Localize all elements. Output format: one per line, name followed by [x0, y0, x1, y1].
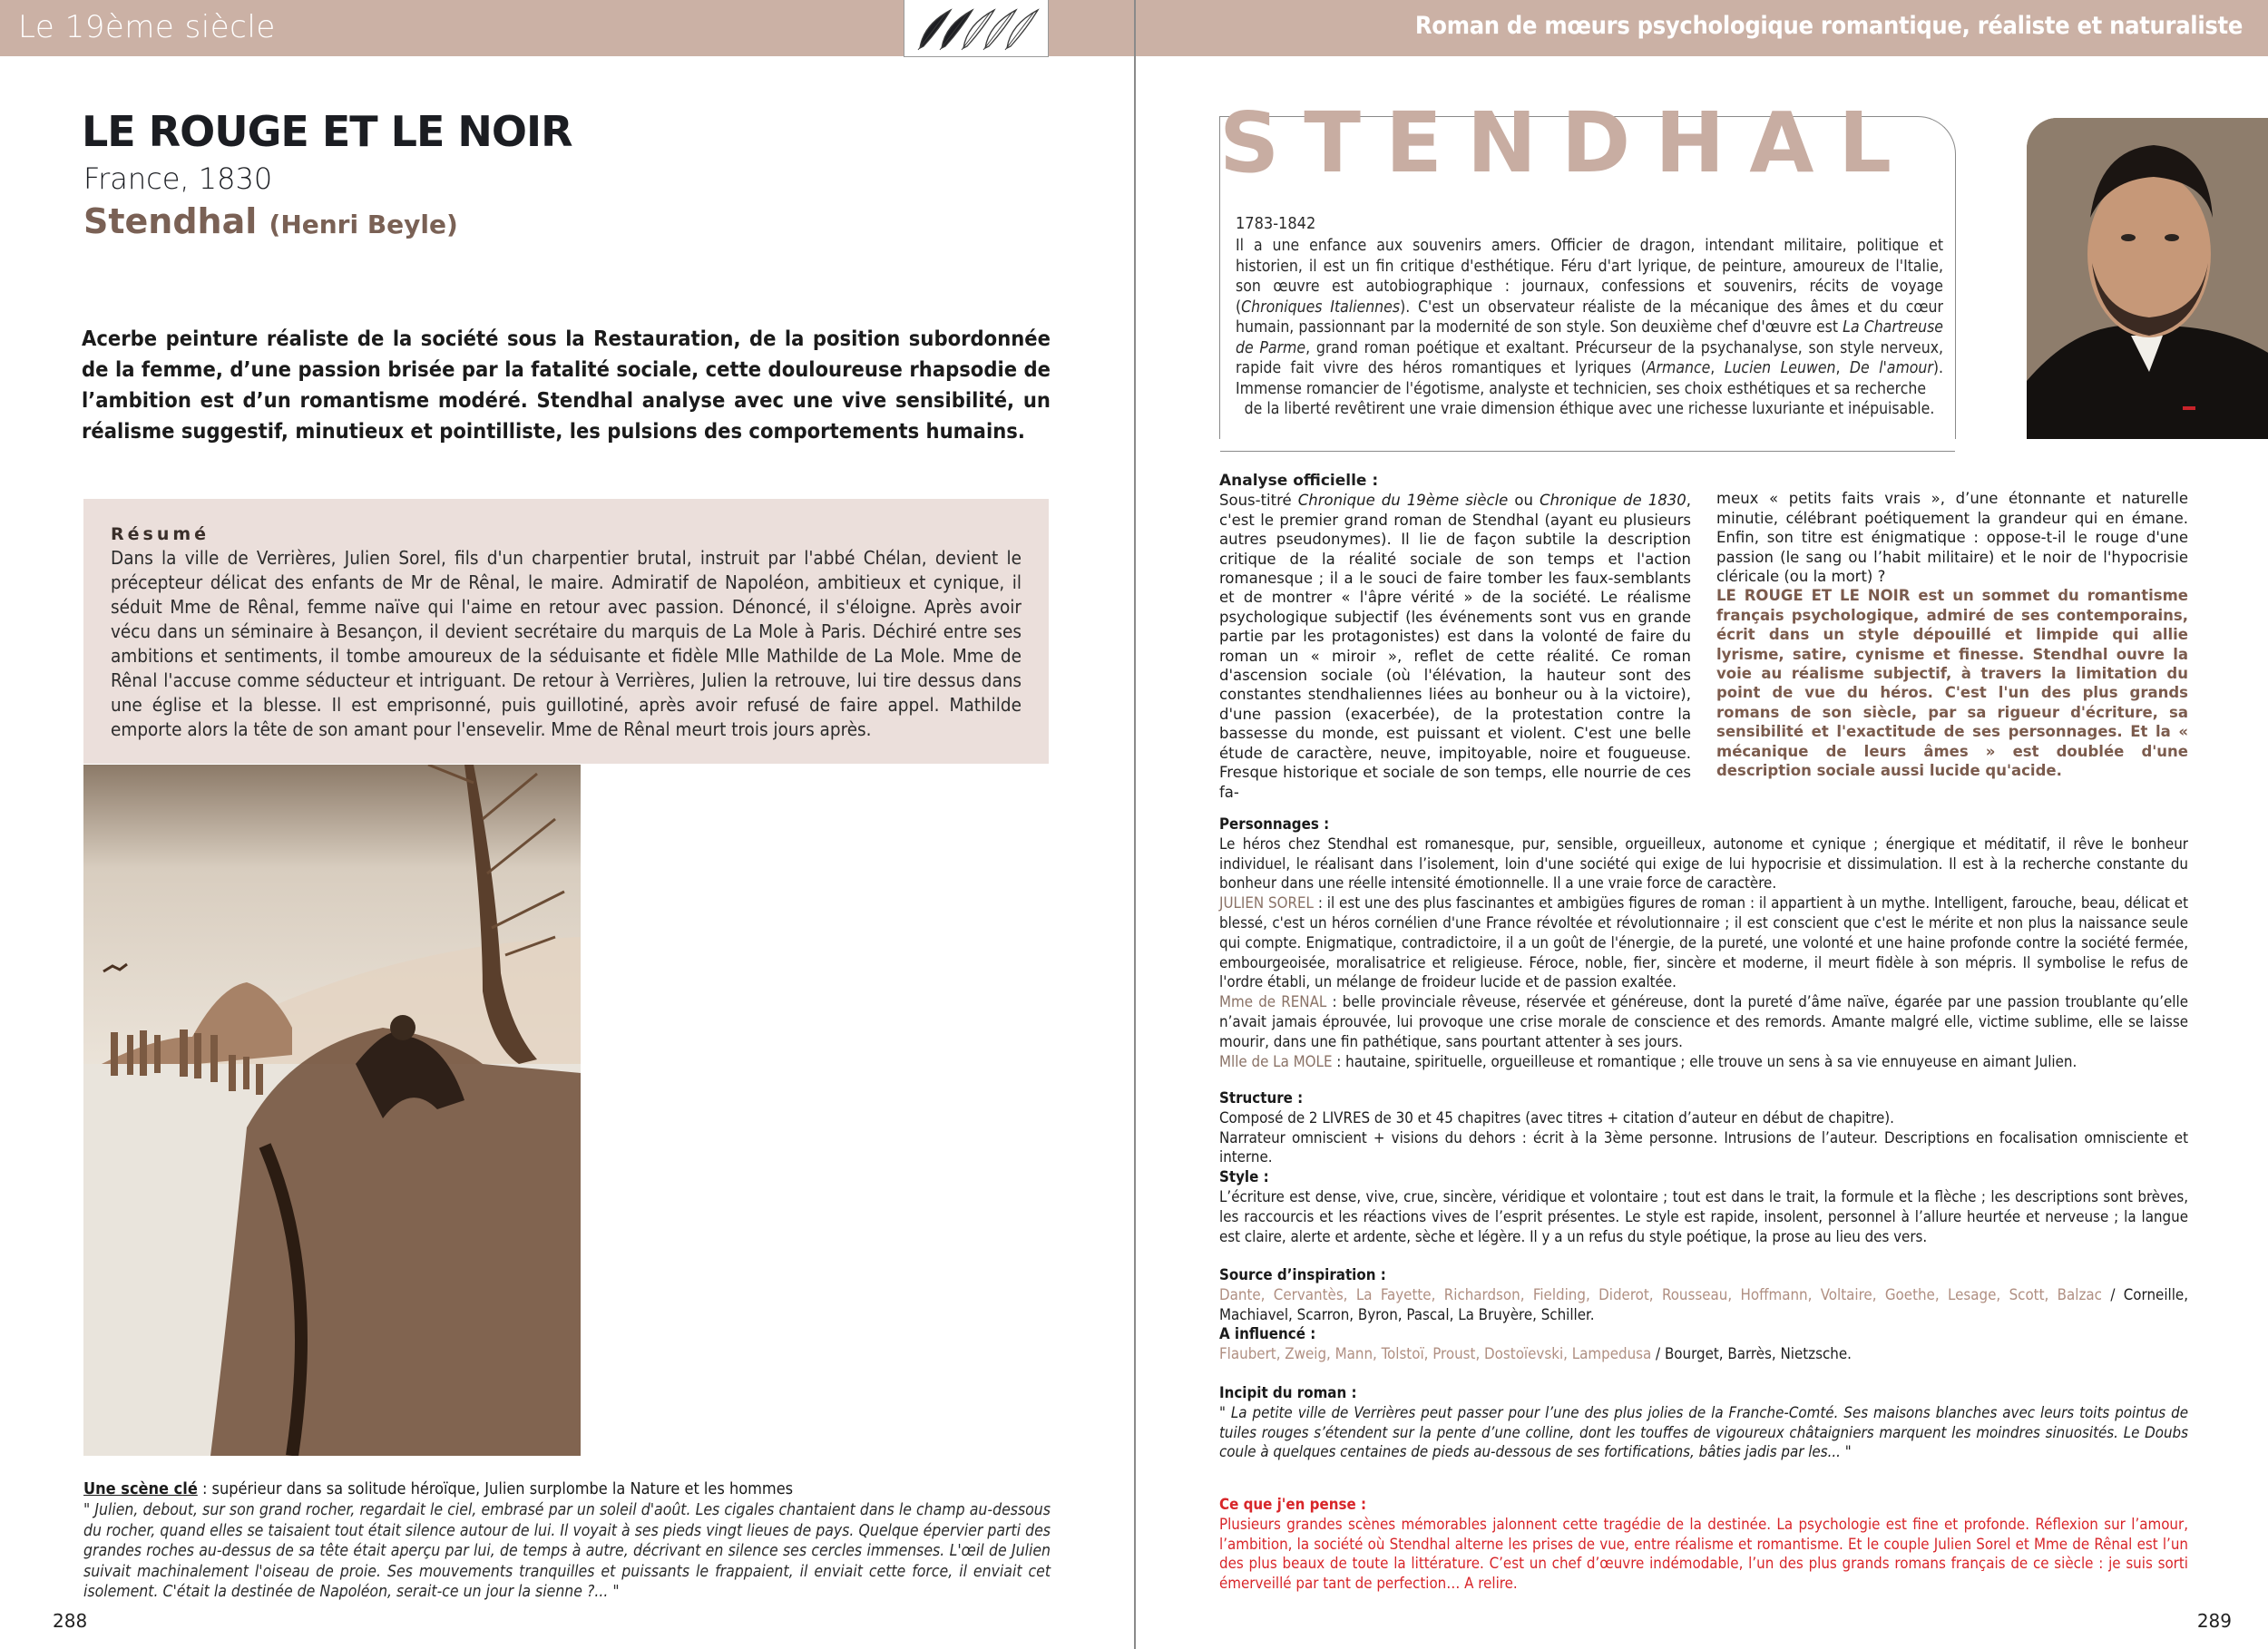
key-scene-heading [83, 1478, 1051, 1500]
structure-style-section [1219, 1088, 2188, 1246]
character-desc: : il est une des plus fascinantes et ambigües figures de roman : il appartient à un mythe. Intelligent, farouche, beau, délicat et blessé, c'est un héros cornélien d'une France révoltée et révolutionnaire ; il est conscient que c'est le mérite et non plus la naissance seule qui compte. Enigmatique, contradictoire, il a un goût de l'énergie, de la pureté, une volonté et une haine profonde contre la société fermée, embourgeoisée, moralisatrice et religieuse. Féroce, noble, fier, sincère et moderne, il meurt fidèle à son mépris. Il symbolise le refus de l'ordre établi, un mélange de froideur lucide et de passion exaltée. [1219, 893, 2188, 991]
analysis-title: Analyse officielle : [1219, 472, 1379, 490]
painting-illustration [83, 765, 581, 1456]
incipit-title: Incipit du roman : [1219, 1383, 1357, 1401]
bio-separator: , [1710, 359, 1725, 377]
book-origin: France, 1830 [83, 161, 273, 196]
summary-title: Résumé [111, 524, 210, 544]
author-pen-name: Stendhal [83, 201, 258, 241]
bio-separator: , [1835, 359, 1850, 377]
bio-work-title: Chroniques Italiennes [1241, 298, 1401, 317]
character-desc: : hautaine, spirituelle, orgueilleuse et romantique ; elle trouve un sens à sa vie ennuyeuse en aimant Julien. [1332, 1051, 2077, 1070]
bio-work-title: La Chartreuse de Parme [1236, 318, 1943, 357]
opinion-title: Ce que j'en pense : [1219, 1495, 1366, 1513]
structure-title: Structure : [1219, 1088, 1304, 1107]
influenced-primary: Flaubert, Zweig, Mann, Tolstoï, Proust, Dostoïevski, Lampedusa [1219, 1344, 1652, 1363]
character-entry [1219, 992, 2188, 1051]
character-name: JULIEN SOREL [1219, 893, 1314, 912]
character-entry [1219, 893, 2188, 992]
influences-section [1219, 1265, 2188, 1364]
sources-secondary: / Corneille, Machiavel, Scarron, Byron, Pascal, La Bruyère, Schiller. [1219, 1284, 2188, 1323]
key-scene-quote: " Julien, debout, sur son grand rocher, regardait le ciel, embrasé par un soleil d'août. Les cigales chantaient dans le champ au-dessous du rocher, quand elles se taisaient tout était silence autour de lui. Il voyait à ses pieds vingt lieues de pays. Quelque épervier parti des grandes roches au-dessus de sa tête était aperçu par lui, de temps à autre, décrivant en silence ses cercles immenses. L'œil de Julien suivait machinalement l'oiseau de proie. Ses mouvements tranquilles et puissants le frappaient, il enviait cette force, il enviait cet isolement. C'était la destinée de Napoléon, serait-ce un jour la sienne ?... " [83, 1501, 1051, 1601]
analysis-subtitle: Chronique de 1830 [1540, 492, 1686, 510]
quill-rating-icons [913, 5, 1040, 52]
structure-line: Narrateur omniscient + visions du dehors : écrit à la 3ème personne. Intrusions de l’auteur. Descriptions en focalisation omnisciente et interne. [1219, 1127, 2188, 1166]
analysis-col-right [1716, 489, 2188, 802]
analysis-col-left [1219, 491, 1691, 802]
bio-work-title: Armance [1646, 359, 1711, 377]
header-band-right [1136, 0, 2268, 56]
sources-primary: Dante, Cervantès, La Fayette, Richardson, Fielding, Diderot, Rousseau, Hoffmann, Voltaire, Goethe, Lesage, Scott, Balzac [1219, 1284, 2102, 1303]
author-portrait [2027, 118, 2268, 439]
scene-painting [83, 765, 581, 1456]
opinion-section [1219, 1495, 2188, 1594]
summary-box [83, 499, 1049, 764]
influenced-title: A influencé : [1219, 1324, 1316, 1343]
characters-title: Personnages : [1219, 815, 1330, 833]
analysis-text: meux « petits faits vrais », d’une étonnante et naturelle minutie, célébrant poétiquement la grandeur qui en émane. Enfin, son titre est énigmatique : oppose-t-il le rouge d'une passion (le sang ou l’habit militaire) et le noir de l'hypocrisie cléricale (ou la mort) ? [1716, 490, 2188, 586]
influenced-text [1219, 1344, 2188, 1364]
sources-title: Source d’inspiration : [1219, 1265, 1386, 1283]
character-name: Mlle de La MOLE [1219, 1051, 1333, 1070]
right-page [1134, 0, 2268, 1649]
quill-rating [904, 0, 1049, 57]
style-text: L’écriture est dense, vive, crue, sincère, véridique et volontaire ; tout est dans le trait, la formule et la flèche ; les descriptions sont brèves, les raccourcis et les réactions vives de l’esprit présentes. Le style est rapide, insolent, personnel à l’allure heurtée et nerveuse ; la langue est claire, alerte et ardente, sèche et légère. Il y a un refus du style poétique, la prose au lieu des vers. [1219, 1186, 2188, 1245]
book-title: LE ROUGE ET LE NOIR [82, 107, 572, 156]
portrait-painting [2027, 118, 2268, 439]
analysis-text: ou [1508, 492, 1540, 510]
analysis-columns [1219, 491, 2188, 802]
incipit-text: " La petite ville de Verrières peut passer pour l’une des plus jolies de la Franche-Comté. Ses maisons blanches avec leurs toits pointus de tuiles rouges s’étendent sur la pente d’une colline, dont les touffes de vigoureux châtaigniers marquent les moindres sinuosités. Le Doubs coule à quelques centaines de pieds au-dessous de ses fortifications, bâties jadis par les... " [1219, 1402, 2188, 1461]
analysis-highlight: LE ROUGE ET LE NOIR est un sommet du romantisme français psychologique, admiré de ses contemporains, écrit dans un style dépouillé et limpide qui allie lyrisme, satire, cynisme et finesse. Stendhal ouvre la voie au réalisme subjectif, à travers la limitation du point de vue du héros. C'est l'un des plus grands romans de son siècle, par sa rigueur d'écriture, sa sensibilité et l'exactitude de ses personnages. Et la « mécanique de leurs âmes » est doublée d'une description sociale aussi lucide qu'acide. [1716, 587, 2188, 780]
author-name-large: STENDHAL [1219, 94, 1917, 191]
legion-ribbon [2183, 406, 2195, 410]
analysis-section [1219, 472, 2188, 802]
summary-text: Dans la ville de Verrières, Julien Sorel, fils d'un charpentier brutal, instruit par l'abbé Chélan, devient le précepteur délicat des enfants de Mr de Rênal, le maire. Admiratif de Napoléon, ambitieux et cynique, il séduit Mme de Rênal, femme naïve qui l'aime en retour avec passion. Dénoncé, il s'éloigne. Après avoir vécu dans un séminaire à Besançon, il devient secrétaire du marquis de La Mole à Paris. Déchiré entre ses ambitions et sentiments, il tombe amoureux de la séduisante et fidèle Mlle Mathilde de La Mole. Mme de Rênal l'accuse comme séducteur et intriguant. De retour à Verrières, Julien la retrouve, lui tire dessus dans une église et la blesse. Il est emprisonné, puis guillotiné, après avoir refusé de faire appel. Mathilde emporte alors la tête de son amant pour l'ensevelir. Mme de Rênal meurt trois jours après. [111, 547, 1022, 740]
character-entry [1219, 1052, 2188, 1072]
quill-shaft [1005, 12, 1034, 50]
key-scene-label: Une scène clé [83, 1479, 198, 1498]
author-years: 1783-1842 [1236, 214, 1316, 233]
key-scene [83, 1478, 1051, 1603]
character-desc: : belle provinciale rêveuse, réservée et généreuse, dont la pureté d’âme naïve, égarée par une passion troublante qu’elle n’avait jamais éprouvée, lui provoque une crise morale de conscience et des remords. Amante malgré elle, victime sublime, elle se laisse mourir, dans une fin pathétique, sans pourtant attenter à ses jours. [1219, 992, 2188, 1050]
bio-part: ). Immense romancier de l'égotisme, analyste et technicien, ses choix esthétiques et sa recherche [1236, 359, 1944, 398]
bio-part: ). C'est un observateur réaliste de la mécanique des âmes et du cœur humain, passionnant par la modernité de son style. Son deuxième chef d'œuvre est [1236, 298, 1943, 337]
analysis-text: Sous-titré [1219, 492, 1298, 510]
structure-line: Composé de 2 LIVRES de 30 et 45 chapitres (avec titres + citation d’auteur en début de chapitre). [1219, 1107, 1894, 1127]
page-number-right: 289 [2196, 1610, 2232, 1632]
bio-last-line: de la liberté revêtirent une vraie dimension éthique avec une richesse luxuriante et inépuisable. [1244, 400, 1935, 418]
sources-text [1219, 1285, 2188, 1325]
bio-part: , grand roman poétique et exaltant. Précurseur de la psychanalyse, son style nerveux, rapide fait vivre des héros romantiques et lyriques ( [1236, 338, 1944, 377]
characters-section [1219, 815, 2188, 1071]
bio-part: Il a une enfance aux souvenirs amers. Officier de dragon, intendant militaire, politique et historien, il est un fin critique d'esthétique. Féru d'art lyrique, de peinture, amoureux de l'Italie, son œuvre est autobiographique : journaux, confessions et souvenirs, récits de voyage ( [1236, 237, 1943, 317]
analysis-text: , c'est le premier grand roman de Stendhal (ayant eu plusieurs autres pseudonymes). Il lie de façon subtile la description critique de la réalité sociale de son temps et l'action romanesque ; il a le souci de faire tomber les faux-semblants et de montrer « l'âpre vérité » de la société. Le réalisme psychologique subjectif (les événements sont vus en grande partie par les protagonistes) est dans la volonté de faire du roman un « miroir », reflet de cette réalité. Ce roman d'ascension sociale (où l'élévation, la hauteur sont des constantes stendhaliennes liées au bonheur ou à la victoire), d'une passion (exacerbée), de la protestation contre la bassesse du monde, est puissant et violent. C'est une belle étude de caractère, neuve, impitoyable, noire et fougueuse. Fresque historique et sociale de son temps, elle nourrie de ces fa- [1219, 492, 1691, 801]
key-scene-caption: : supérieur dans sa solitude héroïque, Julien surplombe la Nature et les hommes [197, 1479, 794, 1498]
quill-empty-icon [1007, 10, 1038, 48]
bio-work-title: Lucien Leuwen [1724, 359, 1836, 377]
genre-header: Roman de mœurs psychologique romantique, réaliste et naturaliste [1414, 12, 2243, 40]
bio-work-title: De l'amour [1849, 359, 1933, 377]
character-name: Mme de RENAL [1219, 992, 1327, 1011]
incipit-section [1219, 1383, 2188, 1462]
julien-head [390, 1015, 415, 1040]
style-title: Style : [1219, 1167, 1269, 1186]
intro-paragraph: Acerbe peinture réaliste de la société sous la Restauration, de la position subordonnée de la femme, d’une passion brisée par la fatalité sociale, cette douloureuse rhapsodie de l’ambition est d’un romantisme modéré. Stendhal analyse avec une vive sensibilité, un réalisme suggestif, minutieux et pointilliste, les pulsions des comportements humains. [82, 326, 1051, 444]
book-author [83, 201, 458, 241]
author-real-name: (Henri Beyle) [269, 210, 458, 239]
author-bio-text [1236, 236, 1943, 420]
analysis-subtitle: Chronique du 19ème siècle [1297, 492, 1509, 510]
page-number-left: 288 [53, 1610, 88, 1632]
characters-intro: Le héros chez Stendhal est romanesque, pur, sensible, orgueilleux, autonome et cynique ; énergique et méditatif, il rêve le bonheur individuel, le réalisant dans l’isolement, loin d'une société qui exige de lui hypocrisie et dissimulation. Il est à la recherche constante du bonheur dans une réelle intensité émotionnelle. Il a une vraie force de caractère. [1219, 834, 2188, 893]
influenced-secondary: / Bourget, Barrès, Nietzsche. [1651, 1344, 1852, 1363]
century-header: Le 19ème siècle [18, 9, 276, 45]
opinion-text: Plusieurs grandes scènes mémorables jalonnent cette tragédie de la destinée. La psychologie est fine et profonde. Réflexion sur l’amour, l’ambition, la société où Stendhal alterne les prises de vue, entre réalisme et romantisme. Et le couple Julien Sorel et Mme de Rênal est l’un des plus beaux de toute la littérature. C’est un chef d’œuvre indémodable, l’un des plus grands romans français de ce siècle : je suis sorti émerveillé par tant de perfection… A relire. [1219, 1514, 2188, 1593]
